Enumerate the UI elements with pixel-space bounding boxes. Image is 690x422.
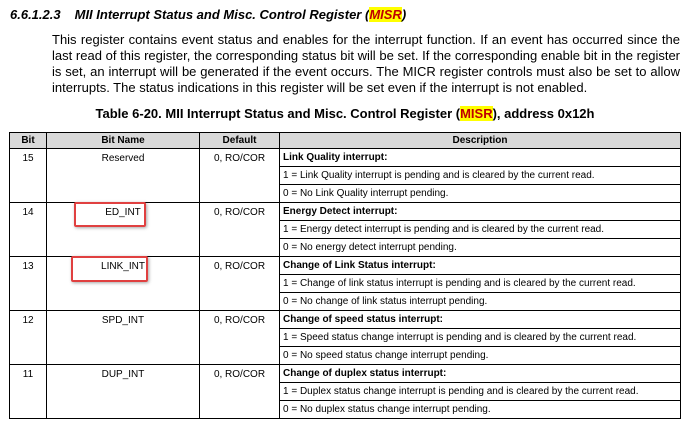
section-heading: [10, 7, 406, 22]
header-bit: Bit: [10, 133, 47, 149]
bit-name-cell: SPD_INT: [47, 311, 200, 365]
table-row: [10, 311, 681, 365]
description-title: Change of Link Status interrupt:: [283, 260, 436, 271]
bit-cell: 15: [10, 149, 47, 203]
description-title: Energy Detect interrupt:: [283, 206, 398, 217]
table-caption-prefix: Table 6-20. MII Interrupt Status and Misc. Control Register (: [95, 106, 461, 121]
description-cell: [280, 257, 681, 311]
bit-name-cell: Reserved: [47, 149, 200, 203]
section-title-highlight: MISR: [369, 7, 402, 22]
section-title-prefix: MII Interrupt Status and Misc. Control Register (: [74, 7, 370, 22]
default-cell: 0, RO/COR: [200, 149, 280, 203]
description-set: 1 = Duplex status change interrupt is pending and is cleared by the current read.: [280, 382, 680, 400]
description-clear: 0 = No Link Quality interrupt pending.: [280, 184, 680, 202]
description-set: 1 = Speed status change interrupt is pending and is cleared by the current read.: [280, 328, 680, 346]
table-caption: [0, 106, 690, 121]
description-cell: [280, 311, 681, 365]
default-cell: 0, RO/COR: [200, 365, 280, 419]
description-clear: 0 = No speed status change interrupt pending.: [280, 346, 680, 364]
header-default: Default: [200, 133, 280, 149]
bit-name-cell: ED_INT: [47, 203, 200, 257]
description-cell: [280, 203, 681, 257]
intro-paragraph: This register contains event status and enables for the interrupt function. If an event has occurred since the last read of this register, the corresponding status bit will be set. If the corresponding enable bit in the register is set, an interrupt will be generated if the event occurs. The MICR register controls must also be set to allow interrupts. The status indications in this register will be set even if the interrupt is not enabled.: [52, 32, 680, 95]
description-clear: 0 = No duplex status change interrupt pending.: [280, 400, 680, 418]
bit-cell: 14: [10, 203, 47, 257]
description-clear: 0 = No change of link status interrupt pending.: [280, 292, 680, 310]
table-caption-suffix: ), address 0x12h: [492, 106, 595, 121]
bit-cell: 11: [10, 365, 47, 419]
description-cell: [280, 149, 681, 203]
ed-int-annotation-box: [74, 202, 146, 227]
bit-name-cell: LINK_INT: [47, 257, 200, 311]
section-title-suffix: ): [401, 7, 407, 22]
table-row: [10, 365, 681, 419]
default-cell: 0, RO/COR: [200, 203, 280, 257]
description-title: Change of duplex status interrupt:: [283, 368, 447, 379]
bit-name-cell: DUP_INT: [47, 365, 200, 419]
description-cell: [280, 365, 681, 419]
description-set: 1 = Change of link status interrupt is pending and is cleared by the current read.: [280, 274, 680, 292]
description-set: 1 = Energy detect interrupt is pending and is cleared by the current read.: [280, 220, 680, 238]
header-bit-name: Bit Name: [47, 133, 200, 149]
description-clear: 0 = No energy detect interrupt pending.: [280, 238, 680, 256]
header-description: Description: [280, 133, 681, 149]
table-row: [10, 149, 681, 203]
description-title: Link Quality interrupt:: [283, 152, 388, 163]
bit-cell: 12: [10, 311, 47, 365]
default-cell: 0, RO/COR: [200, 311, 280, 365]
section-number: 6.6.1.2.3: [10, 7, 61, 22]
table-caption-highlight: MISR: [460, 106, 493, 121]
description-set: 1 = Link Quality interrupt is pending and is cleared by the current read.: [280, 166, 680, 184]
default-cell: 0, RO/COR: [200, 257, 280, 311]
link-int-annotation-box: [71, 256, 148, 282]
bit-cell: 13: [10, 257, 47, 311]
table-header-row: [10, 133, 681, 149]
description-title: Change of speed status interrupt:: [283, 314, 444, 325]
